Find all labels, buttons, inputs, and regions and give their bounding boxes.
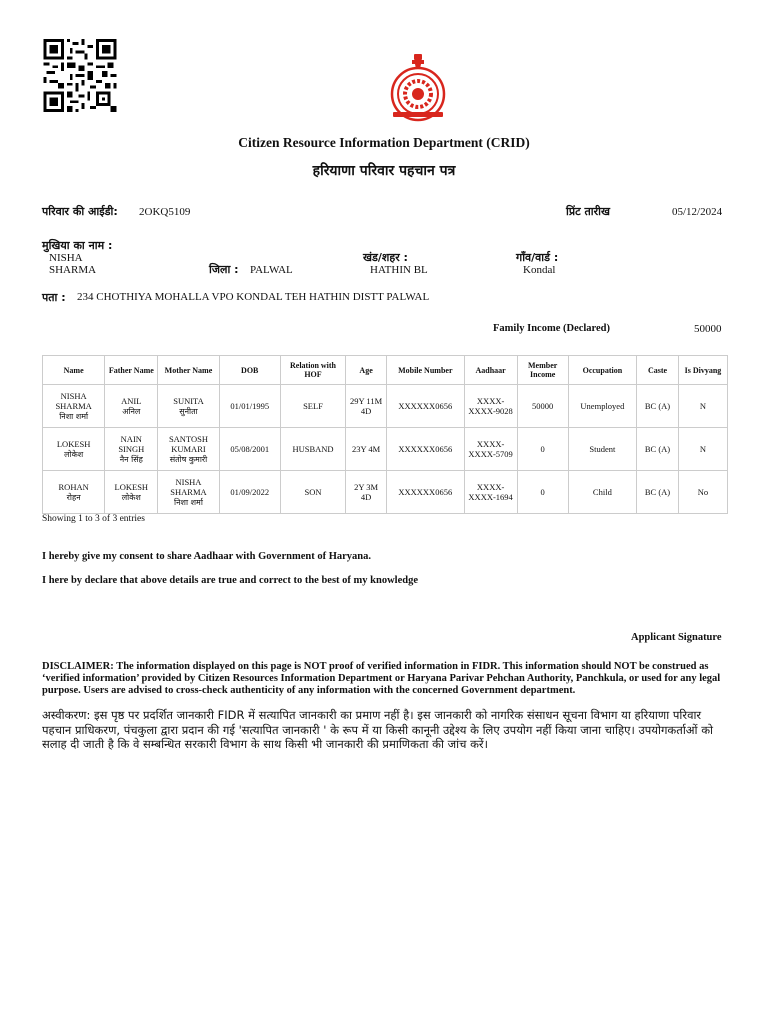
column-header: Name [43,356,105,385]
divyang-cell: N [678,385,727,428]
divyang-cell: N [678,428,727,471]
hindi-title: हरियाणा परिवार पहचान पत्र [312,163,456,179]
english-disclaimer: DISCLAIMER: The information displayed on this page is NOT proof of verified information in FIDR. This information should NOT be construed as ‘verified information’ provided by Citizen Resources Information Department or Haryana Parivar Pehchan Authority, Panchkula, or used for any legal purpose. Users are advised to cross-check authenticity of any information with the concerned Government department. [42,661,721,696]
name-en: NISHA SHARMA [55,390,92,411]
dob-cell: 01/09/2022 [219,471,280,514]
mobile-cell: XXXXXX0656 [387,428,465,471]
mother-cell [158,428,219,471]
father-en: LOKESH [114,481,149,492]
column-header: Relation with HOF [280,356,345,385]
column-header: DOB [219,356,280,385]
column-header: Mother Name [158,356,219,385]
dob-cell: 01/01/1995 [219,385,280,428]
caste-cell: BC (A) [637,428,679,471]
caste-cell: BC (A) [637,385,679,428]
family-members-table [42,355,728,514]
column-header: Mobile Number [387,356,465,385]
name-cell [43,385,105,428]
name-hi: रोहन [66,492,81,502]
declaration-text: I here by declare that above details are true and correct to the best of my knowledge [42,575,419,586]
caste-cell: BC (A) [637,471,679,514]
head-name-line2: SHARMA [49,264,97,276]
mother-en: SANTOSH KUMARI [168,433,208,454]
income-cell: 0 [517,471,568,514]
aadhaar-consent-text: I hereby give my consent to share Aadhaar with Government of Haryana. [42,551,371,562]
mobile-cell: XXXXXX0656 [387,385,465,428]
column-header: Father Name [105,356,158,385]
mobile-cell: XXXXXX0656 [387,471,465,514]
print-date-label: प्रिंट तारीख [566,205,610,218]
father-en: NAIN SINGH [118,433,145,454]
father-cell [105,385,158,428]
mother-en: SUNITA [173,395,204,406]
column-header: Occupation [568,356,636,385]
hindi-disclaimer: अस्वीकरण: इस पृष्ठ पर प्रदर्शित जानकारी FIDR में सत्यापित जानकारी का प्रमाण नहीं है। इस जानकारी को नागरिक संसाधन सूचना विभाग या हरियाणा परिवार पहचान प्राधिकरण, पंचकुला द्वारा प्रदान की गई 'सत्यापित जानकारी ' के रूप में या किसी कानूनी उद्देश्य के लिए उपयोग नहीं किया जाना चाहिए। उपयोगकर्ताओं को सलाह दी जाती है कि वे सम्बन्धित सरकारी विभाग के साथ किसी भी जानकारी की प्रमाणिकता की जांच करें। [42,708,714,751]
occupation-cell: Child [568,471,636,514]
relation-cell: SON [280,471,345,514]
column-header: Aadhaar [464,356,517,385]
mother-en: NISHA SHARMA [170,476,207,497]
age-cell: 23Y 4M [346,428,387,471]
table-row [43,428,728,471]
column-header: Caste [637,356,679,385]
mother-hi: निशा शर्मा [174,497,203,507]
aadhaar-cell: XXXX-XXXX-9028 [464,385,517,428]
village-label: गाँव/वार्ड : [516,251,559,264]
father-hi: अनिल [122,406,141,416]
mother-hi: संतोष कुमारी [169,454,208,464]
address-value: 234 CHOTHIYA MOHALLA VPO KONDAL TEH HATHIN DISTT PALWAL [77,291,430,303]
name-en: LOKESH [56,438,91,449]
district-value: PALWAL [250,264,293,276]
table-row [43,471,728,514]
age-cell: 29Y 11M 4D [346,385,387,428]
father-cell [105,428,158,471]
mother-cell [158,471,219,514]
father-en: ANIL [121,395,142,406]
father-hi: नैन सिंह [119,454,143,464]
column-header: Age [346,356,387,385]
print-date-value: 05/12/2024 [672,206,723,218]
address-label: पता : [42,291,66,304]
name-cell [43,428,105,471]
relation-cell: HUSBAND [280,428,345,471]
department-title: Citizen Resource Information Department (CRID) [238,135,530,150]
name-hi: निशा शर्मा [59,411,89,421]
income-cell: 0 [517,428,568,471]
block-label: खंड/शहर : [363,251,408,264]
head-label: मुखिया का नाम : [42,239,113,252]
divyang-cell: No [678,471,727,514]
family-income-label: Family Income (Declared) [493,323,611,334]
name-cell [43,471,105,514]
aadhaar-cell: XXXX-XXXX-5709 [464,428,517,471]
income-cell: 50000 [517,385,568,428]
district-label: जिला : [209,263,239,276]
relation-cell: SELF [280,385,345,428]
block-value: HATHIN BL [370,264,428,276]
table-row [43,385,728,428]
column-header: Is Divyang [678,356,727,385]
mother-hi: सुनीता [179,406,198,416]
entries-info: Showing 1 to 3 of 3 entries [42,514,145,524]
haryana-emblem-icon [388,52,448,122]
head-name-line1: NISHA [49,252,83,264]
father-cell [105,471,158,514]
dob-cell: 05/08/2001 [219,428,280,471]
mother-cell [158,385,219,428]
occupation-cell: Unemployed [568,385,636,428]
column-header: Member Income [517,356,568,385]
age-cell: 2Y 3M 4D [346,471,387,514]
name-en: ROHAN [58,481,89,492]
family-income-value: 50000 [694,323,722,335]
occupation-cell: Student [568,428,636,471]
table-header-row [43,356,728,385]
father-hi: लोकेश [121,492,141,502]
aadhaar-cell: XXXX-XXXX-1694 [464,471,517,514]
name-hi: लोकेश [64,449,84,459]
qr-code-icon [40,39,120,112]
family-id-label: परिवार की आईडी: [42,205,118,218]
applicant-signature-label: Applicant Signature [631,632,722,643]
family-id-value: 2OKQ5109 [139,206,191,218]
village-value: Kondal [523,264,556,276]
